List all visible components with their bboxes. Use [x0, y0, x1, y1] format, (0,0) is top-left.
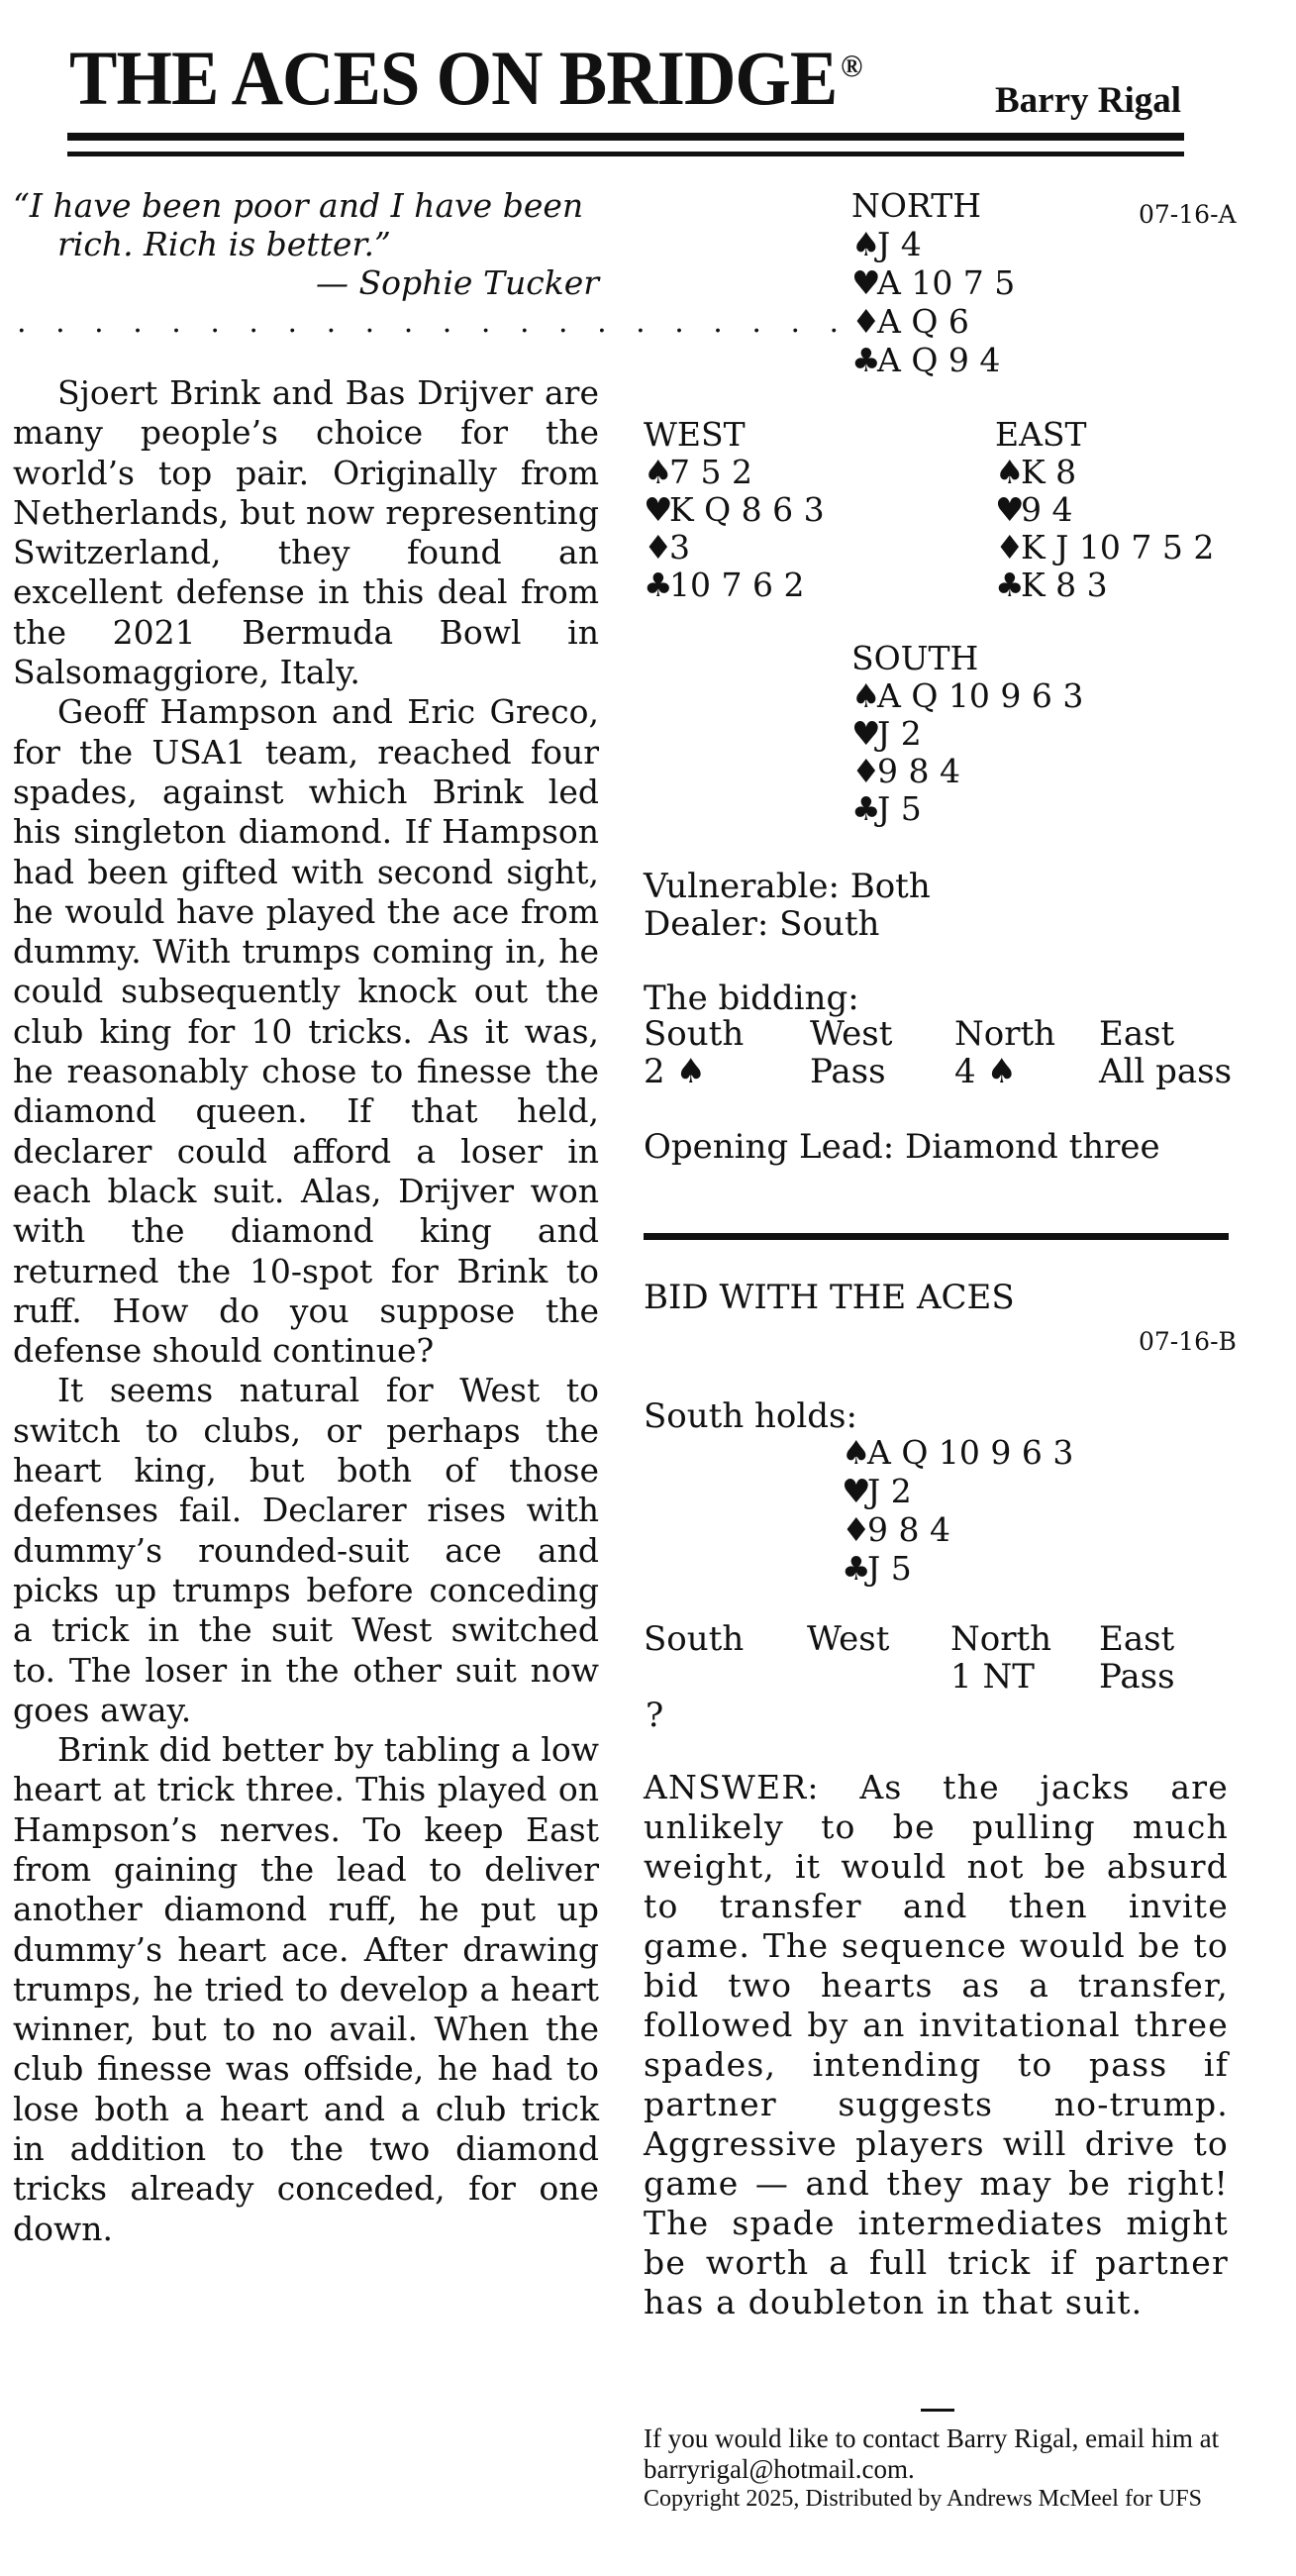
quiz-diamonds: 9 8 4 [867, 1510, 950, 1549]
section-divider [644, 1233, 1229, 1240]
article-paragraph: Geoff Hampson and Eric Greco, for the USA1 team, reached four spades, against which Brink led his singleton diamond. If Hampson had been gifted with second sight, he would have played the ace from dummy. With trumps coming in, he could subsequently knock out the club king for 10 tricks. As it was, he reasonably chose to finesse the diamond queen. If that held, declarer could afford a loser in each black suit. Alas, Drijver won with the diamond king and returned the 10-spot for Brink to ruff. How do you suppose the defense should continue? [13, 692, 599, 1371]
bidding-header-south: South [644, 1014, 745, 1054]
heart-icon: ♥ [995, 490, 1025, 529]
west-label: WEST [644, 415, 746, 454]
column-title-text: THE ACES ON BRIDGE [69, 35, 838, 121]
west-diamonds: 3 [669, 528, 690, 567]
east-spades: K 8 [1021, 453, 1077, 491]
epigraph [13, 186, 599, 302]
south-label: SOUTH [851, 639, 979, 677]
diamond-icon: ♦ [851, 752, 881, 790]
auction-header-west: West [807, 1619, 890, 1659]
quiz-holds-label: South holds: [644, 1396, 857, 1436]
article-body [13, 373, 599, 2249]
deal-code: 07-16-A [1139, 200, 1237, 229]
club-icon: ♣ [995, 566, 1025, 604]
diamond-icon: ♦ [851, 302, 881, 341]
heart-icon: ♥ [842, 1472, 871, 1510]
auction-east: Pass [1099, 1657, 1175, 1697]
author-byline: Barry Rigal [995, 80, 1182, 121]
dealer: Dealer: South [644, 904, 880, 944]
club-icon: ♣ [851, 341, 881, 379]
quiz-heading: BID WITH THE ACES [644, 1278, 1015, 1317]
bidding-header-west: West [810, 1014, 893, 1054]
south-hand [851, 640, 1083, 828]
club-icon: ♣ [851, 789, 881, 828]
auction-question: ? [646, 1696, 664, 1735]
quiz-answer [644, 1768, 1229, 2322]
spade-icon: ♠ [995, 453, 1025, 491]
north-label: NORTH [851, 186, 981, 225]
quiz-clubs: J 5 [867, 1549, 912, 1588]
copyright-notice: Copyright 2025, Distributed by Andrews McMeel for UFS [644, 2486, 1202, 2512]
west-spades: 7 5 2 [669, 453, 752, 491]
south-spades: A Q 10 9 6 3 [877, 676, 1084, 715]
quiz-hearts: J 2 [867, 1472, 912, 1510]
west-clubs: 10 7 6 2 [669, 566, 805, 604]
bid-west: Pass [810, 1052, 886, 1091]
column-title [69, 35, 862, 121]
header-rule-thin [67, 152, 1184, 156]
heart-icon: ♥ [851, 263, 881, 302]
auction-north: 1 NT [950, 1657, 1035, 1697]
bid-south: 2 ♠ [644, 1052, 706, 1091]
epigraph-attribution: — Sophie Tucker [316, 263, 599, 302]
club-icon: ♣ [842, 1549, 871, 1588]
quiz-answer-text: ANSWER: As the jacks are unlikely to be pulling much weight, it would not be absurd to transfer and then invite game. The sequence would be to bid two hearts as a transfer, followed by an invitational three spades, intending to pass if partner suggests no-trump. Aggressive players will drive to game — and they may be right! The spade intermediates might be worth a full trick if partner has a doubleton in that suit. [644, 1768, 1229, 2321]
spade-icon: ♠ [851, 676, 881, 715]
west-hand [644, 416, 825, 604]
auction-header-north: North [950, 1619, 1052, 1659]
registered-mark: ® [841, 48, 862, 83]
vulnerability: Vulnerable: Both [644, 867, 931, 906]
spade-icon: ♠ [842, 1433, 871, 1472]
east-hand [995, 416, 1214, 604]
article-paragraph: It seems natural for West to switch to clubs, or perhaps the heart king, but both of those defenses fail. Declarer rises with dummy’s rounded-suit ace and picks up trumps before conceding a trick in the suit West switched to. The loser in the other suit now goes away. [13, 1371, 599, 1729]
spade-icon: ♠ [851, 225, 881, 263]
south-hearts: J 2 [877, 714, 922, 753]
header-rule-thick [67, 133, 1184, 141]
dotted-separator: . . . . . . . . . . . . . . . . . . . . . . [17, 305, 849, 340]
bidding-label: The bidding: [644, 979, 859, 1018]
diamond-icon: ♦ [842, 1510, 871, 1549]
diamond-icon: ♦ [995, 528, 1025, 567]
heart-icon: ♥ [644, 490, 673, 529]
article-paragraph: Sjoert Brink and Bas Drijver are many people’s choice for the world’s top pair. Originally from Netherlands, but now representing Switzerland, they found an excellent defense in this deal from the 2021 Bermuda Bowl in Salsomaggiore, Italy. [13, 373, 599, 692]
diamond-icon: ♦ [644, 528, 673, 567]
bidding-header-north: North [954, 1014, 1056, 1054]
east-clubs: K 8 3 [1021, 566, 1108, 604]
north-spades: J 4 [877, 225, 922, 263]
bid-east: All pass [1099, 1052, 1233, 1091]
contact-info: If you would like to contact Barry Rigal, email him at barryrigal@hotmail.com. [644, 2423, 1220, 2484]
deal-conditions [644, 868, 931, 943]
article-paragraph: Brink did better by tabling a low heart at trick three. This played on Hampson’s nerves. To keep East from gaining the lead to deliver another diamond ruff, he put up dummy’s heart ace. After drawing trumps, he tried to develop a heart winner, but to no avail. When the club finesse was offside, he had to lose both a heart and a club trick in addition to the two diamond tricks already conceded, for one down. [13, 1730, 599, 2248]
club-icon: ♣ [644, 566, 673, 604]
north-diamonds: A Q 6 [877, 302, 969, 341]
heart-icon: ♥ [851, 714, 881, 753]
north-hand [851, 186, 1015, 379]
south-clubs: J 5 [877, 789, 922, 828]
south-diamonds: 9 8 4 [877, 752, 960, 790]
bidding-header-east: East [1099, 1014, 1175, 1054]
epigraph-text: “I have been poor and I have been rich. Rich is better.” [13, 186, 584, 263]
opening-lead: Opening Lead: Diamond three [644, 1127, 1160, 1167]
quiz-code: 07-16-B [1139, 1327, 1237, 1356]
north-hearts: A 10 7 5 [877, 263, 1016, 302]
footer-dash [921, 2409, 954, 2412]
quiz-hand [842, 1433, 1073, 1588]
auction-header-east: East [1099, 1619, 1175, 1659]
auction-header-south: South [644, 1619, 745, 1659]
north-clubs: A Q 9 4 [877, 341, 1001, 379]
east-label: EAST [995, 415, 1087, 454]
spade-icon: ♠ [644, 453, 673, 491]
east-hearts: 9 4 [1021, 490, 1073, 529]
east-diamonds: K J 10 7 5 2 [1021, 528, 1215, 567]
quiz-spades: A Q 10 9 6 3 [867, 1433, 1074, 1472]
bid-north: 4 ♠ [954, 1052, 1017, 1091]
west-hearts: K Q 8 6 3 [669, 490, 825, 529]
